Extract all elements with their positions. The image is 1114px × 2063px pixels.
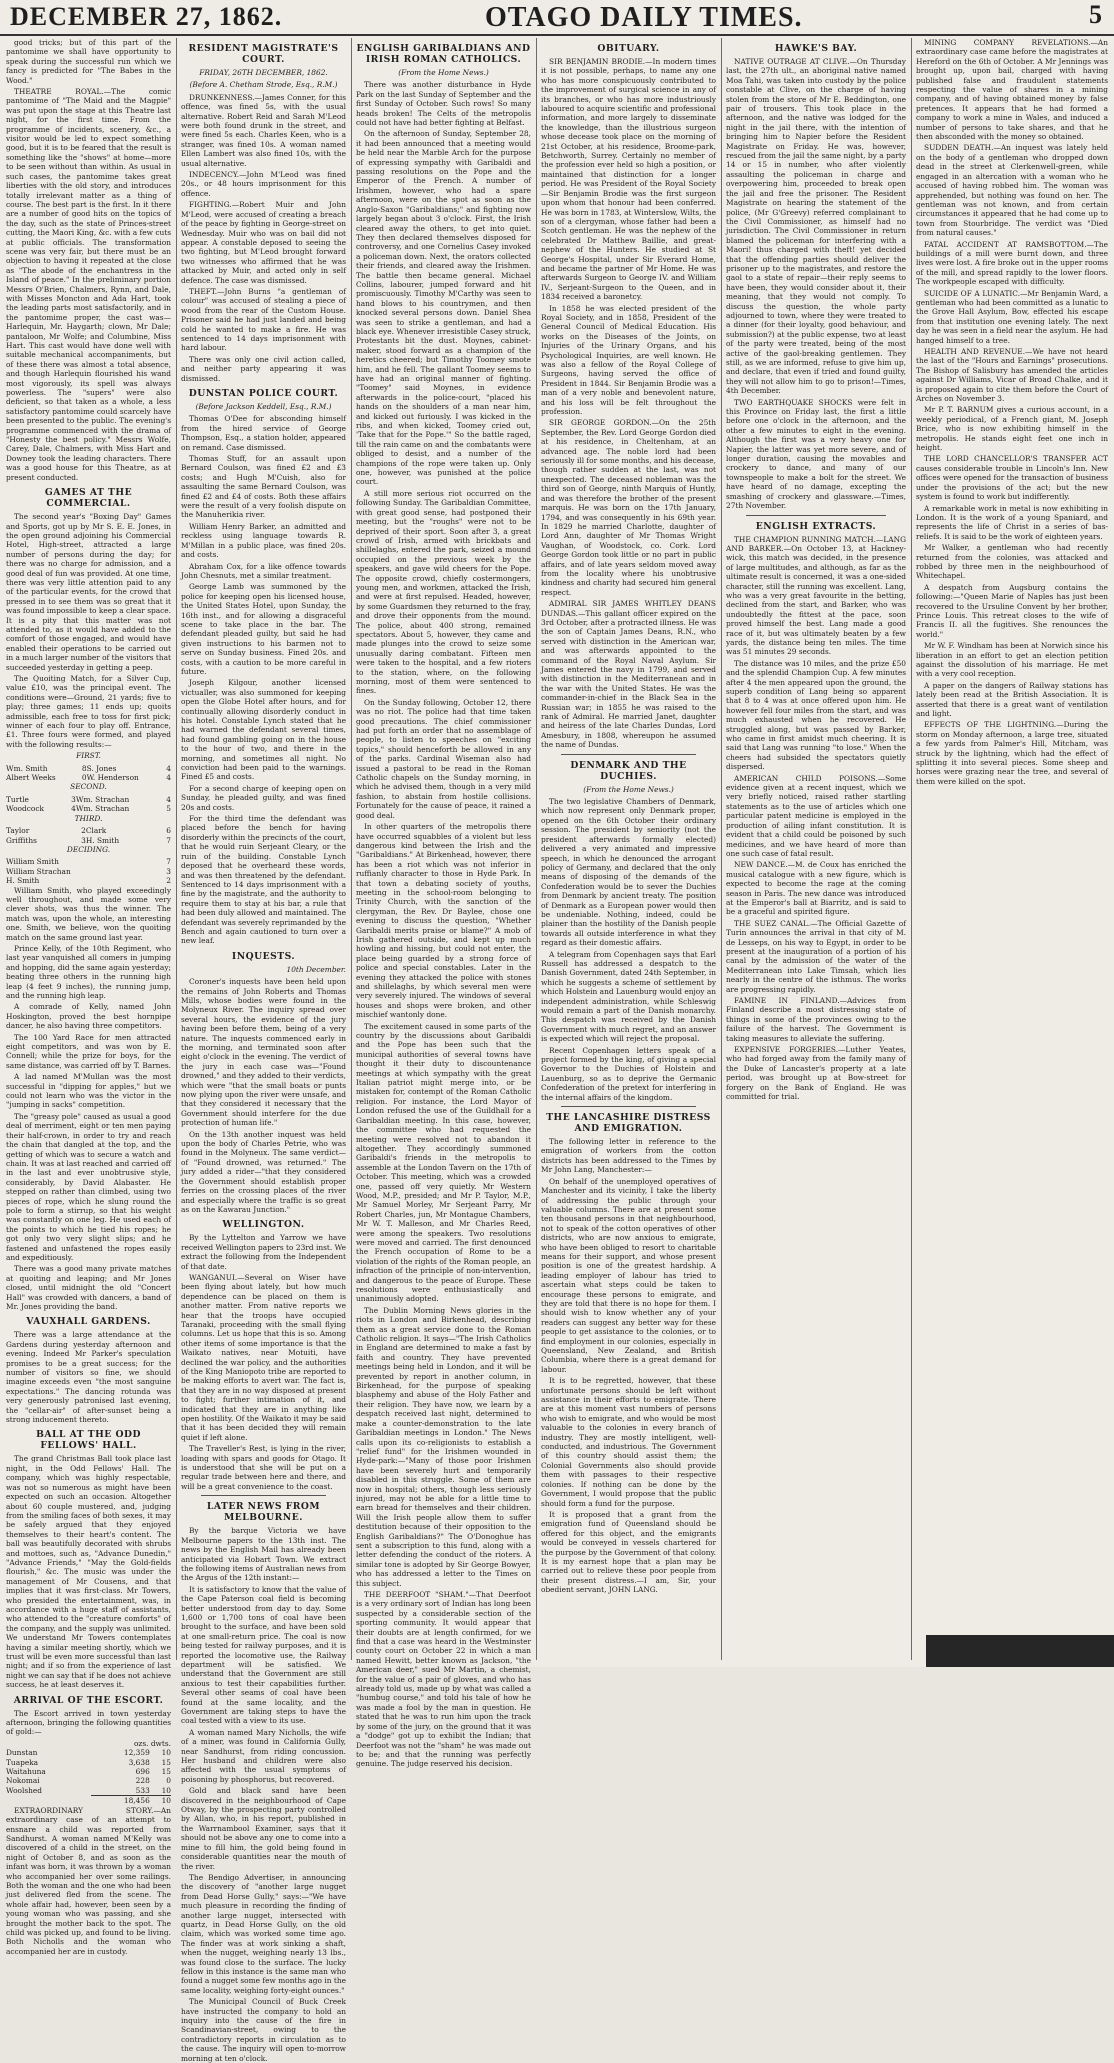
table-row: Nokomai 228 0	[6, 1776, 171, 1786]
article-paragraph: The Escort arrived in town yesterday afternoon, bringing the following quantities of gold:—	[6, 1708, 171, 1737]
article-paragraph: INDECENCY.—John M'Leod was fined 20s., or 48 hours imprisonment for this offence.	[181, 170, 346, 198]
article-paragraph: It is proposed that a grant from the emigration fund of Queensland should be offered for this object, and the emigrants would be conveyed in vessels chartered for the purpose by the Government of that colony. It is my earnest hope that a plan may be carried out to relieve these poor people from their present distress.—I am, Sir, your obedient servant, JOHN LANG.	[541, 1509, 716, 1595]
article-paragraph: A telegram from Copenhagen says that Earl Russell has addressed a despatch to the Danish Government, dated 24th September, in which he suggests a scheme of settlement by which Holstein and Lauenburg would enjoy an independent administration, while Schleswig would remain a part of the Danish monarchy. This despatch was received by the Danish Government with much regret, and an answer is expected which will reject the proposal.	[541, 949, 716, 1044]
article-paragraph: Mr P. T. BARNUM gives a curious account, in a weekly periodical, of a French giant, M. Joseph Brice, who is now exhibiting himself in the metropolis. He stands eight feet one inch in height.	[916, 405, 1108, 453]
article-paragraph: The 100 Yard Race for men attracted eight competitors, and was won by E. Connell; while the prize for boys, for the same distance, was carried off by T. Barnes.	[6, 1032, 171, 1070]
column-rule	[721, 38, 722, 1660]
article-paragraph: NATIVE OUTRAGE AT CLIVE.—On Thursday last, the 27th ult., an aboriginal native named Moa Tahi, was taken into custody by the police constable at Clive, on the charge of having stolen from the store of Mr E. Beddington, one pair of trousers. This took place in the afternoon, and the native was lodged for the night in the jail there, with the intention of bringing him to Napier before the Resident Magistrate on Friday. He was, however, rescued from the jail the same night, by a party 14 or 15 in number, who after violently assaulting the policeman in charge and overpowering him, proceeded to break open the jail and free the prisoner. The Resident Magistrate on hearing the statement of the police, (Mr G'Greevy) referred complainant to the Civil Commissioner, as himself had no jurisdiction. The Civil Commissioner in return blamed the policeman for interfering with a Maori! thus charged with theft! yet decided that the offending parties should deliver the prisoner up to the magistrates, and restore the gaol to a state of repair—their reply seems to have been, they would consider about it, their meaning, that they would not comply. To discuss the question, the whole party adjourned to town, where they were treated to a dinner (for their loyalty, good behaviour, and submission?) at the public expense, two at least of the party were treated, being of the most active of the gaol-breaking gentlemen. They still, as we are informed, refuse to give him up, and declare, that even if tried and found guilty, they will not allow him to go to prison!—Times, 4th December.	[726, 57, 906, 396]
article-paragraph: DRUNKENNESS.—James Conner, for this offence, was fined 5s, with the usual alternative. Robert Reid and Sarah M'Leod were both found drunk in the street, and were fined 5s each. Charles Keen, who is a stranger, was fined 10s. A woman named Ellen Lambert was also fined 10s, with the usual alternative.	[181, 92, 346, 168]
section-heading: ENGLISH GARIBALDIANS AND IRISH ROMAN CATHOLICS.	[356, 43, 531, 65]
column-6	[916, 38, 1108, 1660]
article-paragraph: The two legislative Chambers of Denmark, which now represent only Denmark proper, opened on the 6th October their ordinary session. The president by seniority (not the president afterwards formally elected) delivered a very animated and impressive speech, in which he denounced the arrogant policy of Germany, and declared that the only means of disposing of the demands of the Confederation would be to sever the Duchies from Denmark by ancient treaty. The position of Denmark as a European power would then be undeniable. Nothing, indeed, could be plainer than the hostility of the Danish people towards all outside interference in what they regard as their domestic affairs.	[541, 797, 716, 948]
article-paragraph: FATAL ACCIDENT AT RAMSBOTTOM.—The buildings of a mill were burnt down, and three lives were lost. A fire broke out in the upper rooms of the mill, and spread rapidly to the lower floors. The workpeople escaped with difficulty.	[916, 239, 1108, 287]
section-heading: THE LANCASHIRE DISTRESS AND EMIGRATION.	[546, 1112, 711, 1135]
article-paragraph: WANGANUI.—Several on Wiser have been flying about lately, but how much dependence can be placed on them is another matter. From native reports we hear that the troops have occupied Taranaki, proceeding with the small flying columns. Let us hope that this is so. Among other items of some importance is that the Waikato natives, near Motuiti, have declined the war policy, and the authorities of the King Maniopoto tribe are reported to be making efforts to avert war. The fact is, that they are in no way disposed at present to fight; further intimation of it, and indicated that they are in anything like open hostility. Of the Waikato it may be said that it has been decided they will remain quiet if left alone.	[181, 1272, 346, 1442]
article-paragraph: By the barque Victoria we have Melbourne papers to the 13th inst. The news by the English Mail has already been anticipated via Hobart Town. We extract the following items of Australian news from the Argus of the 12th instant:—	[181, 1526, 346, 1583]
section-subheading: (Before Jackson Keddell, Esq., R.M.)	[195, 402, 332, 411]
article-paragraph: On the afternoon of Sunday, September 28, it had been announced that a meeting would be held near the Marble Arch for the purpose of expressing sympathy with Garibaldi and passing resolutions on the Pope and the Emperor of the French. A number of Irishmen, however, who had a spare afternoon, were on the spot as soon as the Anglo-Saxon "Garibaldians;" and fighting now largely began about 3 o'clock. First, the Irish cleared away the others, to get into quiet. They then declared themselves disposed for controversy, and one Cornelius Casey invoked a policeman down. Next, the orators collected their friends, and cleared away the Irishmen. The battle then became general. Michael Collins, labourer, jumped forward and hit promiscuously. Timothy M'Carthy was seen to hand blows to his countrymen, and then knocked several persons down. Daniel Shea was seen to strike a gentleman, and had a black eye. Whenever irresistible Casey struck, Protestants bit the dust. Moynes, cabinet-maker, stood forward as a champion of the heretics cheered; but Timothy Toomey smote him, and he fell. The gallant Toomey seems to have had an original manner of fighting. "Toomey" said Moynes, in evidence afterwards in the police-court, "placed his hands on the shoulders of a man near him, and kicked out furiously. I was kicked in the ribs, and when kicked, Toomey cried out, 'Take that for the Pope.'" So the battle raged, till the rain came on and the combatants were obliged to desist, and a number of the champions of the rope were taken up. Only one, however, was punished at the police court.	[356, 129, 531, 487]
article-paragraph: There was a good many private matches at quoiting and leaping; and Mr Jones closed, until midnight the old "Concert Hall" was crowded with dancers, a band of Mr. Jones providing the band.	[6, 1264, 171, 1311]
article-paragraph: TWO EARTHQUAKE SHOCKS were felt in this Province on Friday last, the first a little before one o'clock in the afternoon, and the other a few minutes to eight in the evening. Although the first was a very heavy one for Napier, the latter was yet more severe, and of longer duration, causing the movables and crockery to dance, and many of our townspeople to make a bolt for the street. We have heard of no damage, excepting the smashing of crockery and glassware.—Times, 27th November.	[726, 397, 906, 511]
table-row: Griffiths 3 H. Smith 7	[6, 835, 171, 845]
article-paragraph: Thomas Stuff, for an assault upon Bernard Coulson, was fined £2 and £3 costs; and Hugh M'Cuish, also for assaulting the same Bernard Coulson, was fined £2 and £4 of costs. Both these affairs were the result of a very foolish dispute on the Manuherikia river.	[181, 454, 346, 520]
article-paragraph: In other quarters of the metropolis there have occurred squabbles of a violent but less dangerous kind between the Irish and the "Garibaldians." At Birkenhead, however, there has been a riot which was not inferior in ruffianly character to those in Hyde Park. In that town a debating society of youths, meeting in the school-room belonging to Trinity Church, with the sanction of the clergyman, the Rev. Dr Baylee, chose one evening to discuss the question, "Whether Garibaldi merits praise or blame?" A mob of Irish gathered outside, and kept up much howling and hissing, but could not enter, the place being guarded by a strong force of police and special constables. Later in the evening they attacked the police with stones and shillelaghs, by which several men were very severely injured. The windows of several houses and shops were broken, and other mischief wantonly done.	[356, 822, 531, 1020]
article-paragraph: ADMIRAL SIR JAMES WHITLEY DEANS DUNDAS.—This gallant officer expired on the 3rd October, after a protracted illness. He was the son of Captain James Deans, R.N., who served with distinction in the American war, and was afterwards appointed to the command of the Royal Naval Asylum. Sir James entered the navy in 1799, and served with distinction in the Mediterranean and in the war with the United States. He was the commander-in-chief in the Black Sea in the Russian war; in 1855 he was raised to the rank of Admiral. He married Janet, daughter and heiress of the late Charles Dundas, Lord Amesbury, in 1808, whereupon he assumed the name of Dundas.	[541, 599, 716, 750]
article-paragraph: Mr W. F. Windham has been at Norwich since his liberation in an effort to get an election petition against the dissolution of his marriage. He met with a very cool reception.	[916, 641, 1108, 679]
article-paragraph: The Dublin Morning News glories in the riots in London and Birkenhead, describing them as a great service done to the Roman Catholic religion. It says—"The Irish Catholics in England are determined to make a fast by faith and country. They have prevented meetings being held in London, and it will be prevented by report in another column, in Birkenhead, for the purpose of speaking blasphemy and abuse of the Holy Father and their religion. They have now, we learn by a despatch received last night, determined to make a counter-demonstration to the late Garibaldian meetings in London." The News calls upon its co-religionists to establish a "relief fund" for the Irishmen wounded in Hyde-park:—"Many of those poor Irishmen have been severely hurt and temporarily disabled in this struggle. Some of them are now in hospital; others, though less seriously injured, may not be able for a little time to earn bread for themselves and their children. Will the Irish people allow them to suffer destitution because of their opposition to the English Garibaldians?" The O'Donoghue has sent a subscription to this fund, along with a letter defending the conduct of the rioters. A similar tone is adopted by Sir George Bowyer, who has addressed a letter to the Times on this subject.	[356, 1305, 531, 1588]
article-paragraph: THE SUEZ CANAL.—The Official Gazette of Turin announces the arrival in that city of M. de Lesseps, on his way to Egypt, in order to be present at the inauguration of a portion of his canal by the admission of the water of the Mediterranean into Lake Timsah, which lies nearly in the centre of the isthmus. The works are progressing rapidly.	[726, 918, 906, 994]
table-row: Woolshed 533 10	[6, 1785, 171, 1796]
article-paragraph: There was another disturbance in Hyde Park on the last Sunday of September and the first Sunday of October. Such rows! So many heads broken! The Celts of the metropolis could not have had better fighting at Belfast.	[356, 80, 531, 128]
section-subheading: FRIDAY, 26TH DECEMBER, 1862.	[199, 68, 328, 77]
article-paragraph: The distance was 10 miles, and the prize £50 and the splendid Champion Cup. A few minutes after 4 the men appeared upon the ground, the superb condition of Lang being so apparent that 8 to 4 was at once offered upon him. He however fell four miles from the start, and was much exhausted when he recovered. He struggled along, but was passed by Barker, who came in first amidst much cheering. It is said that Lang was running "to lose." When the cheers had subsided the spectators quietly dispersed.	[726, 658, 906, 772]
section-heading: ENGLISH EXTRACTS.	[755, 520, 877, 532]
page-number: 5	[1089, 0, 1102, 29]
article-paragraph: THEFT.—John Burns "a gentleman of colour" was accused of stealing a piece of wood from the rear of the Custom House. Prisoner said he had just landed and being cold he wanted to make a fire. He was sentenced to 14 days imprisonment with hard labour.	[181, 286, 346, 353]
score-table-first	[6, 764, 171, 783]
article-paragraph: George Lamb was summoned by the police for keeping open his licensed house, the United States Hotel, upon Sunday, the 16th inst., and for allowing a disgraceful scene to take place in the bar. The defendant pleaded guilty, but said he had given instructions to his barmen not to serve on Sunday business. Fined 20s. and costs, with a caution to be more careful in future.	[181, 582, 346, 676]
article-paragraph: A woman named Mary Nicholls, the wife of a miner, was found in California Gully, near Sandhurst, from riding concussion. Her husband and children were also affected with the usual symptoms of poisoning by phosphorus, but recovered.	[181, 1727, 346, 1784]
article-paragraph: A still more serious riot occurred on the following Sunday. The Garibaldian Committee, with great good sense, had postponed their meeting, but the "roughs" were not to be deprived of their sport. Soon after 3, a great crowd of Irish, armed with brickbats and shillelaghs, entered the park, seized a mound occupied on the previous week by the speakers, and gave wild cheers for the Pope. The opposite crowd, chiefly costermongers, young men, and workmen, attacked the Irish, and were at first repulsed. Headed, however, by some Guardsmen they returned to the fray, and drove their opponents from the mound. The police, about 400 strong, remained spectators. About 5, however, they came and made plunges into the crowd to seize some unusually daring combatant. Fifteen men were taken to the hospital, and a few rioters to the station, where, on the following morning, most of them were sentenced to fines.	[356, 488, 531, 696]
article-paragraph: THEATRE ROYAL.—The comic pantomime of "The Maid and the Magpie" was put upon the stage at this Theatre last night, for the first time. From the programme of incidents, scenery, &c., a visitor would be led to expect something good, but it is to be feared that the result is something like the "shows" at home—more to be seen without than within. As usual in such cases, the pantomime takes great liberties with the old story, and introduces totally irrelevant matter as a thing of course. The best part is the first. In it there are a number of good hits on the topics of the day, such as the state of Princes-street cutting, the Maori King, &c. with a few cuts at public officials. The transformation scene was very fair, but there must be an objection to having it repeated at the close as "The abode of the enchantress in the Island of peace." In the preliminary portion Messrs O'Brien, Chalmers, Rynn, and Dale, with Misses Moncton and Ada Hart, took the leading parts most satisfactorily, and in the pantomime proper, the cast was—Harlequin, Mr. Haygarth; clown, Mr Dale; pantaloon, Mr Wolfe; and Columbine, Miss Hart. This cast would have done well with suitable mechanical accompaniments, but of these there was almost a total absence, and though Harlequin flourished his wand most vigorously, its spell was always powerless. The "supers" were also deficient, so that taken as a whole, a less satisfactory pantomime could scarcely have been presented to the public. The evening's programme commenced with the drama of "Honesty the best policy." Messrs Wolfe, Carey, Dale, Chalmers, with Miss Hart and Downey took the leading characters. There was a good house for this Theatre, as at present conducted.	[6, 87, 171, 482]
damaged-corner	[926, 1635, 1114, 1667]
round-label: DECIDING.	[66, 844, 111, 854]
article-paragraph: AMERICAN CHILD POISONS.—Some evidence given at a recent inquest, which we very briefly noticed, raised rather startling statements as to the use of articles which one particular patent medicine is employed in the production of ailing infant constitution. It is evident that a child could be poisoned by such medicines, and we have heard of more than one such case of fatal result.	[726, 773, 906, 858]
article-paragraph: The Municipal Council of Buck Creek have instructed the company to hold an inquiry into the cause of the fire in Scandinavian-street, owing to the contradictory reports in circulation as to the cause. The inquiry will open to-morrow morning at ten o'clock.	[181, 1997, 346, 2063]
article-paragraph: A despatch from Augsburg contains the following:—"Queen Marie of Naples has just been recovered to the Ursuline Convent by her brother, Prince Louis. This retreat closes to the wife of Francis II. all the fugitives. She renounces the world."	[916, 582, 1108, 639]
article-paragraph: good tricks; but of this part of the pantomime we shall have opportunity to speak during the successful run which we fancy is predicted for "The Babes in the Wood."	[6, 38, 171, 85]
table-row: Wm. Smith 8 S. Jones 4	[6, 763, 171, 773]
article-paragraph: For a second charge of keeping open on Sunday, he pleaded guilty, and was fined 20s and costs.	[181, 783, 346, 812]
column-rule	[176, 38, 177, 1660]
column-rule	[536, 38, 537, 1660]
article-paragraph: FIGHTING.—Robert Muir and John M'Leod, were accused of creating a breach of the peace by fighting in George-street on Wednesday. Muir who was on bail did not appear. A constable deposed to seeing the two fighting, but M'Leod brought forward two witnesses who affirmed that he was attacked by Muir, and acted only in self defence. The case was dismissed.	[181, 200, 346, 285]
divider	[561, 754, 696, 755]
article-paragraph: The "greasy pole" caused as usual a good deal of merriment, eight or ten men paying their half-crown, in order to try and reach the chain that dangled at the top, and the getting of which was to secure a watch and chain. It was at last reached and carried off in the last and ever unobtrusive style, considerably, by David Alabaster. He stepped on rather than climbed, using two pieces of rope, which he slung round the pole to form a stirrup, so that his weight was constantly on one leg. He used each of the points to which he tied his ropes; he got only two very slight slips; and he fastened and unfastened the ropes easily and expeditiously.	[6, 1111, 171, 1262]
article-paragraph: There was a large attendance at the Gardens during yesterday afternoon and evening. Indeed Mr Parker's speculation promises to be a great success; for the number of visitors so fine, we should imagine exceeds even "the most sanguine expectations." The dancing rotunda was very generously patronised last evening, the "cellar-air" of after-sunset being a strong inducement thereto.	[6, 1330, 171, 1425]
article-paragraph: The following letter in reference to the emigration of workers from the cotton districts has been addressed to the Times by Mr John Lang, Manchester:—	[541, 1137, 716, 1175]
article-paragraph: Coroner's inquests have been held upon the remains of John Roberts and Thomas Mills, whose bodies were found in the Molyneux River. The inquiry spread over several hours, the evidence of the jury having been before them, being of a very nature. The inquests commenced early in the morning, and terminated soon after eight o'clock in the evening. The verdict of the jury in each case was—"Found drowned," and they added to their verdicts, which were "that the small boats or punts now plying upon the river were unsafe, and that they considered it necessary that the Government should interfere for the due protection of human life."	[181, 977, 346, 1128]
table-row: Turtle 3 Wm. Strachan 4	[6, 794, 171, 804]
section-heading: DUNSTAN POLICE COURT.	[188, 388, 339, 399]
article-paragraph: SIR BENJAMIN BRODIE.—In modern times it is not possible, perhaps, to name any one who has more conspicuously contributed to the improvement of surgical science in any of its branches, or who has more industriously laboured to acquire scientific and professional information, and more largely to disseminate the knowledge, than the illustrious surgeon whose decease took place on the morning of 21st October, at his residence, Broome-park, Betchworth, Surrey. Certainly no member of the profession ever held so high a position, or maintained that distinction for a longer period. He was President of the Royal Society—Sir Benjamin Brodie was the first surgeon upon whom that honour had been conferred. He was born in 1783, at Winterslow, Wilts, the son of a clergyman, whose father had been a Scotch gentleman. He was the nephew of the celebrated Dr Matthew Baillie, and great-nephew of the Hunters. He studied at St George's Hospital, under Sir Everard Home, and became the partner of Mr Home. He was afterwards Surgeon to George IV. and William IV., Serjeant-Surgeon to the Queen, and in 1834 received a baronetcy.	[541, 57, 716, 302]
round-label: SECOND.	[70, 782, 107, 792]
table-total-row: 18,456 10	[6, 1796, 171, 1806]
article-paragraph: EXTRAORDINARY STORY.—An extraordinary case of an attempt to ensnare a child was reported from Sandhurst. A woman named M'Kelly was discovered of a child in the street, on the night of October 8, and as soon as the infant was born, it was thrown by a woman who accompanied her over some railings. Both the woman and the one who had been just delivered fled from the scene. The whole affair had, however, been seen by a young woman who was passing, and she brought the mother back to the spot. The child was picked up, and found to be living. Both Nicholls and the woman who accompanied her are in custody.	[6, 1805, 171, 1956]
table-row: William Strachan 3	[6, 866, 171, 876]
section-heading: RESIDENT MAGISTRATE'S COURT.	[188, 43, 339, 65]
article-paragraph: It is satisfactory to know that the value of the Cape Paterson coal field is becoming better understood from day to day. Some 1,600 or 1,700 tons of coal have been brought to the surface, and have been sold at one small-return price. The coal is now being tested for railway purposes, and it is reported the locomotive use, the Railway department will be satisfied. We understand that the Government are still anxious to test their capabilities further. Several other seams of coal have been found at the same locality, and the Government are taking steps to have the coal tested with a view to its use.	[181, 1584, 346, 1726]
divider	[201, 1495, 326, 1496]
article-paragraph: The Traveller's Rest, is lying in the river, loading with spars and goods for Otago. It is understood that she will be put on a regular trade between here and there, and will be a great convenience to the coast.	[181, 1444, 346, 1491]
article-paragraph: THE CHAMPION RUNNING MATCH.—LANG AND BARKER.—On October 13, at Hackney-wick, this match was decided, in the presence of large multitudes, and although, as far as the ultimate result is concerned, it was a one-sided character, still the running was excellent. Lang, who was a very great favourite in the betting, declined from the start, and Barker, who was undoubtedly the fittest at the pace, soon proved himself the best. Lang made a good race of it, but was ultimately beaten by a few yards, the distance being ten miles. The time was 51 minutes 29 seconds.	[726, 534, 906, 657]
table-row: Waitahuna 696 15	[6, 1767, 171, 1777]
round-label: THIRD.	[74, 813, 103, 823]
divider	[561, 1106, 696, 1107]
article-paragraph: For the third time the defendant was placed before the bench for having disorderly within the precincts of the court, that he would ruin Serjeant Cleary, or the ruin of the building. Constable Lynch deposed that he overheard these words, and was then threatened by the defendant. Sentenced to 14 days imprisonment with a fine by the magistrate, and the authority to require them to stay at his bar, a rule that had been duly allowed and maintained. The defendant was severely reprimanded by the Bench and again cautioned to turn over a new leaf.	[181, 814, 346, 946]
article-paragraph: The excitement caused in some parts of the country by the discussions about Garibaldi and the Pope has been such that the municipal authorities of several towns have thought it their duty to discountenance meetings at which sympathy with the great Italian patriot might merge into, or be mistaken for, contempt of the Roman Catholic religion. For instance, the Lord Mayor of London refused the use of the Guildhall for a Garibaldian meeting. In this case, however, the committee who had requested the meeting were resolved not to abandon it altogether. They accordingly summoned Garibaldi's friends in the metropolis to assemble at the London Tavern on the 17th of October. This meeting, which was a crowded one, passed off very quietly. Mr Western Wood, M.P., presided; and Mr P. Taylor, M.P., Mr Samuel Morley, Mr Serjeant Parry, Mr Robert Charles, jun, Mr Montague Chambers, Mr W. T. Malleson, and Mr Charles Reed, were among the speakers. Two resolutions were moved and carried. The first denounced the French occupation of Rome to be a violation of the rights of the Roman people, an infraction of the principle of non-intervention, and dangerous to the peace of Europe. These resolutions were enthusiastically and unanimously adopted.	[356, 1021, 531, 1304]
article-paragraph: The grand Christmas Ball took place last night, in the Odd Fellows' Hall. The company, which was highly respectable, was not so numerous as might have been expected on such an occasion. Altogether about 60 couple mustered, and, judging from the smiling faces of both sexes, it may be safely argued that they enjoyed themselves to their heart's content. The ball was beautifully decorated with shrubs and mottoes, such as, "Advance Dunedin," "Advance Friends," "May the Gold-fields flourish," &c. The music was under the management of Mr Cousens, and that implies that it was first-class. Mr Towers, who presided the entertainment, was, in accordance with a huge staff of assistants, who attended to the "creature comforts" of the company, and the supply was unlimited. We understand Mr Towers contemplates having a similar meeting shortly, which we trust will be even more successful than last night; and if so from the experience of last night we can say that if he does not achieve success, he at least deserves it.	[6, 1454, 171, 1690]
section-heading: OBITUARY.	[597, 43, 660, 54]
section-heading: GAMES AT THE COMMERCIAL.	[44, 487, 133, 510]
masthead	[0, 0, 1114, 36]
issue-date: DECEMBER 27, 1862.	[10, 2, 283, 31]
section-heading: INQUESTS.	[231, 950, 296, 962]
section-heading: ARRIVAL OF THE ESCORT.	[13, 1694, 164, 1706]
article-paragraph: There was only one civil action called, and neither party appearing it was dismissed.	[181, 354, 346, 383]
article-paragraph: The second year's "Boxing Day" Games and Sports, got up by Mr S. E. E. Jones, in the open ground adjoining his Commercial Hotel, High-street, attracted a large number of persons during the day; for there was no charge for admission, and a good deal of fun was provided. At one time, there was very little attention paid to any of the particular events, for the crowd that pressed in to see them was so great that it was found impossible to keep a clear space. It is a pity that this matter was not attended to, as it would have added to the comfort of those engaged, and would have enabled their operations to be carried out in a much larger number of the visitors that succeeded yesterday in getting a peep.	[6, 512, 171, 672]
round-label: FIRST.	[76, 751, 101, 761]
article-paragraph: EFFECTS OF THE LIGHTNING.—During the storm on Monday afternoon, a large tree, situated a few yards from Palmer's Hill, Mitcham, was struck by the lightning, which had the effect of splitting it into several pieces. Some sheep and horses were grazing near the tree, and several of them were killed on the spot.	[916, 720, 1108, 786]
section-heading: LATER NEWS FROM MELBOURNE.	[206, 1501, 321, 1524]
column-2	[181, 38, 346, 2063]
score-table-deciding	[6, 857, 171, 885]
score-table-second	[6, 795, 171, 814]
article-paragraph: In 1858 he was elected president of the Royal Society, and in 1858, President of the General Council of Medical Education. His works on the Diseases of the Joints, on Injuries of the Urinary Organs, and his Psychological Inquiries, are well known. He was also a fellow of the Royal College of Surgeons, having served the office of President in 1844. Sir Benjamin Brodie was a man of a very noble and benevolent nature, and his loss will be felt throughout the profession.	[541, 303, 716, 417]
column-rule	[351, 38, 352, 1660]
article-paragraph: A remarkable work in metal is now exhibiting in London. It is the work of a young Spaniard, and represents the life of Christ in a series of bas-reliefs. It is said to be the work of eighteen years.	[916, 503, 1108, 541]
article-paragraph: EXPENSIVE FORGERIES.—Luther Yeates, who had forged away from the family many of the Duke of Lancaster's property at a late period, was brought up at Bow-street for forgery on the Bank of England. He was committed for trial.	[726, 1045, 906, 1102]
article-paragraph: The Bendigo Advertiser, in announcing the discovery of "another large nugget from Dead Horse Gully," says:—"We have much pleasure in recording the finding of another large nugget, intersected with quartz, in Dead Horse Gully, on the old claim, which was worked some time ago. The finder was at work sinking a shaft, when the nugget, weighing nearly 13 lbs., was found close to the surface. The lucky fellow in this instance is the same man who found a nugget some few months ago in the same locality, weighing forty-eight ounces."	[181, 1872, 346, 1995]
table-row: H. Smith 2	[6, 876, 171, 886]
section-heading: HAWKE'S BAY.	[774, 43, 858, 54]
article-paragraph: MINING COMPANY REVELATIONS.—An extraordinary case came before the magistrates at Hereford on the 6th of October. A Mr Jennings was brought up, upon bail, charged with having published false and fraudulent statements respecting the value of shares in a mining company, and of having obtained money by false pretences. It appears that he had formed a company to work a mine in Wales, and induced a number of persons to take shares, and that he then absconded with the money so obtained.	[916, 38, 1108, 142]
escort-gold-table	[6, 1739, 171, 1806]
article-paragraph: William Henry Barker, an admitted and reckless using language towards R. M'Millan in a public place, was fined 20s. and costs.	[181, 521, 346, 560]
article-paragraph: On the Sunday following, October 12, there was no riot. The police had that time taken good precautions. The chief commissioner had put forth an order that no assemblage of people, to listen to speeches on "exciting topics," should henceforth be allowed in any of the parks. Cardinal Wiseman also had issued a pastoral to be read in the Roman Catholic chapels on the Sunday morning, in which he advised them, though in a very mild fashion, to abstain from hostile collisions. Fortunately for the cause of peace, it rained a good deal.	[356, 697, 531, 820]
section-subheading: 10th December.	[286, 964, 346, 974]
article-paragraph: Recent Copenhagen letters speak of a project formed by the king, of giving a special Governor to the Duchies of Holstein and Lauenburg, so as to deprive the Germanic Confederation of the pretext for interfering in the internal affairs of the kingdom.	[541, 1045, 716, 1102]
article-paragraph: SUICIDE OF A LUNATIC.—Mr Benjamin Ward, a gentleman who had been committed as a lunatic to the Grove Hall Asylum, Bow, effected his escape from that institution one evening lately. The next day he was seen in a field near the asylum. He had hanged himself to a tree.	[916, 288, 1109, 345]
article-paragraph: A comrade of Kelly, named John Hoskington, proved the best hornpipe dancer, he also having three competitors.	[6, 1002, 171, 1031]
article-paragraph: Gold and black sand have been discovered in the neighbourhood of Cape Otway, by the prospecting party controlled by Allan, who, in his report, published in the Warrnambool Examiner, says that it should not be above any one to come into a mine to fill him, the gold being found in considerable quantities near the mouth of the river.	[181, 1786, 346, 1871]
score-table-third	[6, 826, 171, 845]
table-header-row: ozs. dwts.	[133, 1738, 171, 1748]
article-paragraph: A lad named M'Mullan was the most successful in "dipping for apples," but we could not learn who was the victor in the "jumping in sacks" competition.	[6, 1072, 171, 1110]
article-paragraph: SIR GEORGE GORDON.—On the 25th September, the Rev. Lord George Gordon died at his residence, in Cheltenham, at an advanced age. The noble lord had been seriously ill for some months, and his decease, though rather sudden at the last, was not unexpected. The deceased nobleman was the third son of George, ninth Marquis of Huntly, and was therefore the brother of the present marquis. He was born on the 17th January, 1794, and was consequently in his 69th year. In 1829 he married Charlotte, daughter of Lord Ann, daughter of Mr Thomas Wright Vaughan, of Woodstock, co. Cork. Lord George Gordon took little or no part in public affairs, and of late years seldom moved away from the locality where his unobtrusive kindness and charity had secured him general respect.	[541, 418, 716, 597]
article-paragraph: By the Lyttelton and Yarrow we have received Wellington papers to 23rd inst. We extract the following from the Independent of that date.	[181, 1233, 346, 1271]
table-row: Taylor 2 Clark 6	[6, 826, 171, 836]
column-5	[726, 38, 906, 1660]
column-4	[541, 38, 716, 1660]
column-1	[6, 38, 171, 1956]
article-paragraph: Thomas O'Dee for absconding himself from the hired service of George Thompson, Esq., a station holder, appeared on remand. Case dismissed.	[181, 414, 346, 452]
article-paragraph: Abraham Cox, for a like offence towards John Chesnuts, met a similar treatment.	[181, 561, 346, 580]
article-paragraph: William Smith, who played exceedingly well throughout, and made some very clever shots, was thus the winner. The match was, upon the whole, an interesting one. Smith, we believe, won the quoiting match on the same ground last year.	[6, 885, 171, 942]
article-paragraph: On the 13th another inquest was held upon the body of Charles Petrie, who was found in the Molyneux. The same verdict—of "Found drowned, was returned." The jury added a rider—"that they considered the Government should establish proper ferries on the crossing places of the river and especially where the traffic is so great as on the Kawarau Junction."	[181, 1129, 346, 1214]
table-row: Tuapeka 3,638 15	[6, 1757, 171, 1767]
article-paragraph: NEW DANCE.—M. de Coux has enriched the musical catalogue with a new figure, which is expected to become the rage at the coming season in Paris. The new dance was introduced at the Emperor's ball at Biarritz, and is said to be a graceful and spirited figure.	[726, 860, 906, 917]
section-heading: VAUXHALL GARDENS.	[26, 1316, 151, 1328]
article-paragraph: Prince Kelly, of the 10th Regiment, who last year vanquished all comers in jumping and hopping, did the same again yesterday; beating three others in the running high leap (4 feet 9 inches), the running jump, and the running high leap.	[6, 943, 171, 1000]
table-row: William Smith 7	[6, 857, 171, 867]
table-row: Albert Weeks 0 W. Henderson 4	[6, 773, 171, 783]
article-paragraph: THE LORD CHANCELLOR'S TRANSFER ACT causes considerable trouble in Lincoln's Inn. New offices were opened for the transaction of business under the provisions of the act; but the new system is found to work but indifferently.	[916, 454, 1108, 502]
table-row: Woodcock 4 Wm. Strachan 5	[6, 804, 171, 814]
section-subheading: (Before A. Chetham Strode, Esq., R.M.)	[189, 80, 338, 90]
divider	[746, 515, 886, 516]
article-paragraph: A paper on the dangers of Railway stations has lately been read at the British Association. It is asserted that there is a great want of ventilation and light.	[916, 680, 1108, 719]
section-subheading: (From the Home News.)	[398, 68, 489, 77]
section-subheading: (From the Home News.)	[583, 784, 674, 794]
section-heading: BALL AT THE ODD FELLOWS' HALL.	[36, 1429, 141, 1452]
article-paragraph: The Quoiting Match, for a Silver Cup, value £10, was the principal event. The conditions were—Ground, 21 yards; five to play; three games; 11 ends up; quoits admissible, each free to toss for first pick; winner of each four to play off. Entrance, £1. Three fours were formed, and played with the following results:—	[6, 674, 171, 749]
article-paragraph: On behalf of the unemployed operatives of Manchester and its vicinity, I take the liberty of addressing the public through your valuable columns. There are at present some ten thousand persons in that neighbourhood, not to speak of the cotton operatives of other districts, who are now anxious to emigrate, who have been obliged to resort to charitable means for their support, and whose present position is one of the greatest hardship. A leading employer of labour has tried to ascertain what steps could be taken to encourage these persons to emigrate, and they are told that there is no hope for them. I should wish to know whether any of your readers can suggest any better way for these people to get assistance to the colonies, or to find employment in our colonies, especially in Queensland, New Zealand, and British Columbia, where there is a great demand for labour.	[541, 1176, 716, 1374]
newspaper-title: OTAGO DAILY TIMES.	[485, 2, 803, 33]
article-paragraph: FAMINE IN FINLAND.—Advices from Finland describe a most distressing state of things in some of the provinces owing to the failure of the harvest. The Government is taking measures to alleviate the suffering.	[726, 996, 906, 1043]
article-paragraph: THE DEERFOOT "SHAM."—That Deerfoot is a very ordinary sort of Indian has long been suspected by a considerable section of the sporting community. It would appear that their doubts are at length confirmed, for we find that a case was heard in the Westminster county court on October 22 in which a man named Hewitt, better known as Jackson, "the American deer," sued Mr Martin, a chemist, for the value of a pair of gloves, and who has already told us, made up by what was called a "humbug course," and told his tale of how he was made a fool by the man in question. He stated that he was to run him upon the track by some of the jury, on the ground that it was a "dodge" got up to exhibit the Indian; that Deerfoot was not the "sham" he was made out to be; and that the running was perfectly genuine. The judge reserved his decision.	[356, 1590, 531, 1769]
section-heading: DENMARK AND THE DUCHIES.	[570, 759, 687, 782]
article-paragraph: It is to be regretted, however, that these unfortunate persons should be left without assistance in their efforts to emigrate. There are at this moment vast numbers of persons who wish to emigrate, and who would be most valuable to the colonies in every branch of industry. They are mostly intelligent, well-conducted, and industrious. The Government of this country should assist them; the Colonial Governments also should provide them with passages to their respective colonies. If nothing can be done by the Government, I would propose that the public should form a fund for the purpose.	[541, 1376, 716, 1508]
column-rule	[911, 38, 912, 1660]
table-row: Dunstan 12,359 10	[6, 1748, 171, 1758]
column-3	[356, 38, 531, 1769]
article-paragraph: Joseph Kilgour, another licensed victualler, was also summoned for keeping open the Globe Hotel after hours, and for continually allowing disorderly conduct in his hotel. Constable Lynch stated that he had warned the defendant several times, had found gambling going on in the house to the hour of two, and there in the morning, and sometimes all night. No conviction had been paid to the warnings. Fined £5 and costs.	[181, 678, 346, 782]
article-paragraph: HEALTH AND REVENUE.—We have not heard the last of the "Hours and Earnings" prosecutions. The Bishop of Salisbury has amended the articles against Dr Williams, Vicar of Broad Chalke, and it is proposed again to cite them before the Court of Arches on November 3.	[916, 347, 1108, 404]
article-paragraph: SUDDEN DEATH.—An inquest was lately held on the body of a gentleman who dropped down dead in the street at Clerkenwell-green, while engaged in an altercation with a woman who he accused of having robbed him. The woman was apprehended, but nothing was found on her. The gentleman was not known, and from certain circumstances it appeared that he had come up to town from Stourbridge. The verdict was "Died from natural causes."	[916, 143, 1108, 238]
section-heading: WELLINGTON.	[222, 1219, 305, 1231]
article-paragraph: Mr Walker, a gentleman who had recently returned from the colonies, was attacked and robbed by three men in the neighbourhood of Whitechapel.	[916, 543, 1108, 581]
